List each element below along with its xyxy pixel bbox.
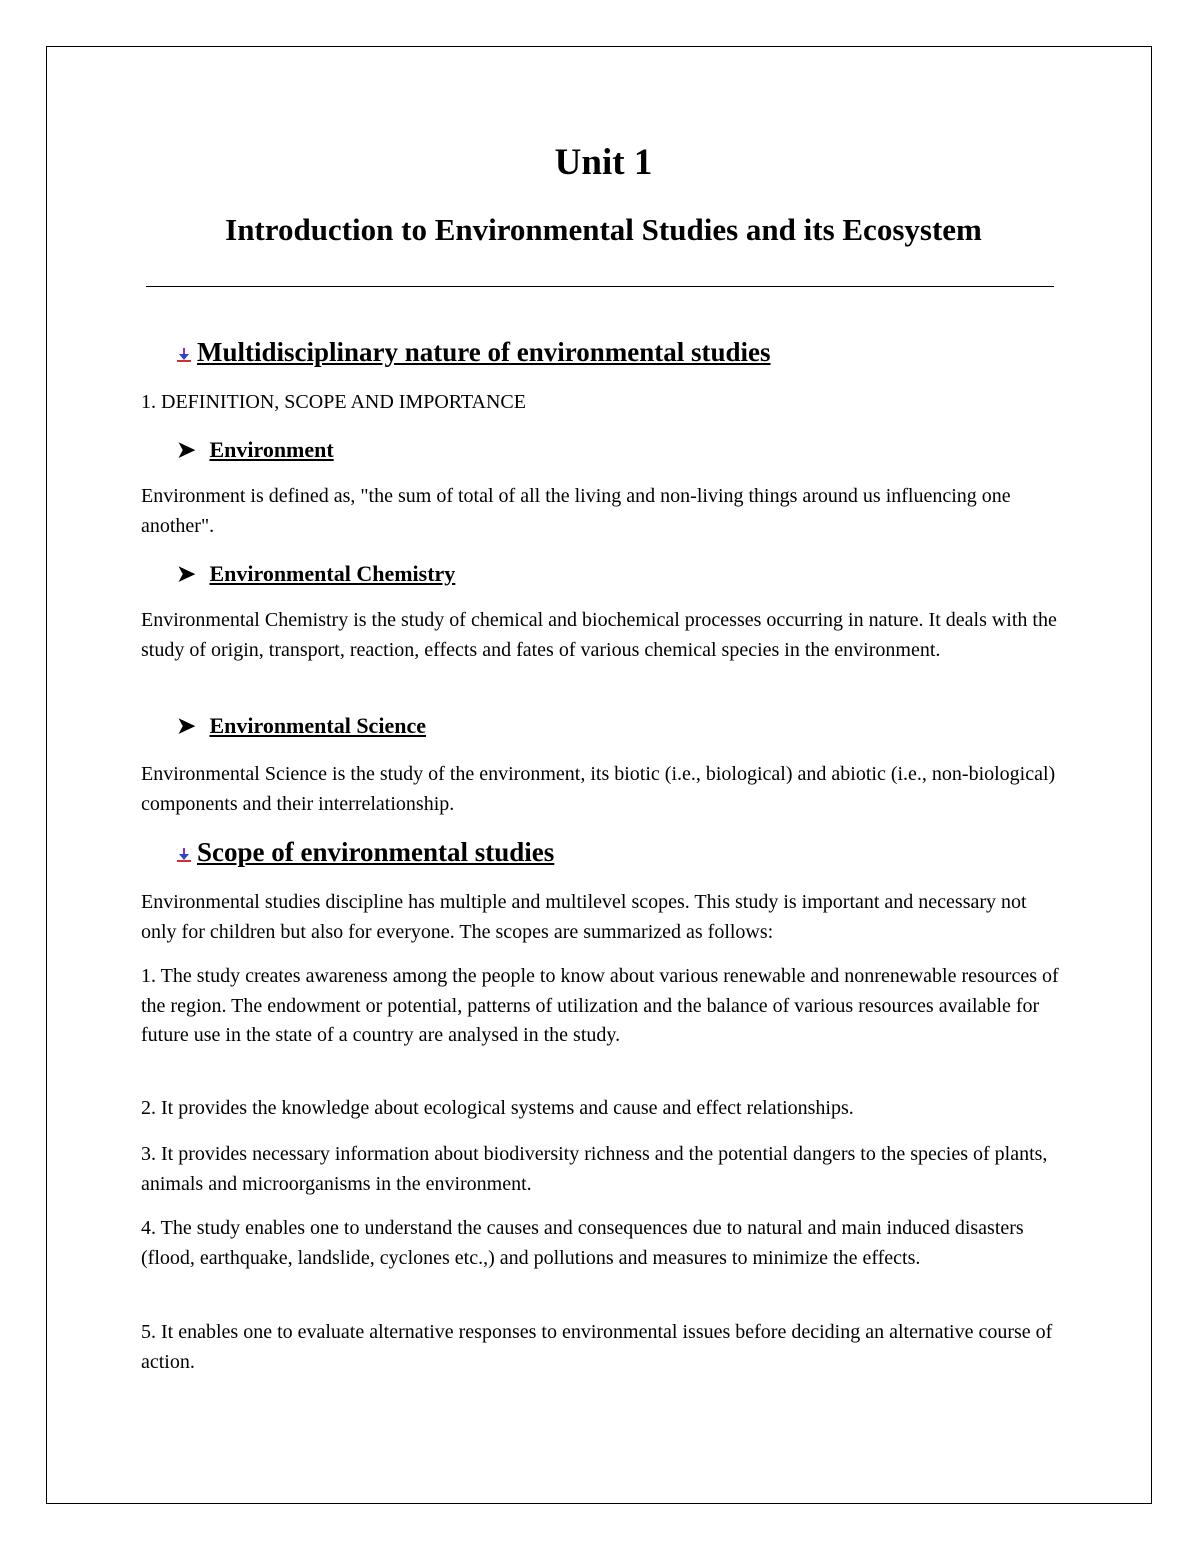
chevron-right-icon: ➤ bbox=[177, 713, 196, 738]
subheading-label: Environmental Science bbox=[209, 713, 426, 738]
chevron-right-icon: ➤ bbox=[177, 561, 196, 586]
subheading-environmental-chemistry bbox=[177, 560, 455, 588]
subheading-environment bbox=[177, 436, 334, 464]
environmental-science-definition: Environmental Science is the study of the environment, its biotic (i.e., biological) and abiotic (i.e., non-biological) components and their interrelationship. bbox=[141, 763, 1056, 815]
scope-point-5: 5. It enables one to evaluate alternative responses to environmental issues before deciding an alternative course of action. bbox=[141, 1321, 1053, 1373]
scope-point-4: 4. The study enables one to understand the causes and consequences due to natural and main induced disasters (flood, earthquake, landslide, cyclones etc.,) and pollutions and measures to minimize the effects. bbox=[141, 1217, 1024, 1269]
environmental-chemistry-definition: Environmental Chemistry is the study of chemical and biochemical processes occurring in nature. It deals with the study of origin, transport, reaction, effects and fates of various chemical species in the environment. bbox=[141, 609, 1057, 661]
document-content bbox=[141, 140, 1066, 1373]
section-heading-multidisciplinary bbox=[177, 336, 771, 368]
definition-subtitle: 1. DEFINITION, SCOPE AND IMPORTANCE bbox=[141, 391, 526, 413]
section-heading-label: Scope of environmental studies bbox=[197, 837, 555, 867]
title-divider bbox=[146, 286, 1054, 287]
unit-title: Unit 1 bbox=[554, 142, 653, 183]
environment-definition: Environment is defined as, "the sum of total of all the living and non-living things around us influencing one another". bbox=[141, 485, 1011, 537]
subheading-environmental-science bbox=[177, 712, 426, 740]
scope-point-3: 3. It provides necessary information about biodiversity richness and the potential dangers to the species of plants, animals and microorganisms in the environment. bbox=[141, 1143, 1048, 1195]
scope-point-1: 1. The study creates awareness among the people to know about various renewable and nonrenewable resources of the region. The endowment or potential, patterns of utilization and the balance of various resources available for future use in the state of a country are analysed in the study. bbox=[141, 965, 1059, 1046]
down-arrow-icon bbox=[177, 348, 191, 362]
chevron-right-icon: ➤ bbox=[177, 437, 196, 462]
subheading-label: Environment bbox=[209, 437, 334, 462]
document-title: Introduction to Environmental Studies and its Ecosystem bbox=[225, 212, 982, 247]
section-heading-scope bbox=[177, 836, 554, 868]
subheading-label: Environmental Chemistry bbox=[209, 561, 456, 586]
scope-intro: Environmental studies discipline has multiple and multilevel scopes. This study is important and necessary not only for children but also for everyone. The scopes are summarized as follows: bbox=[141, 891, 1027, 943]
down-arrow-icon bbox=[177, 848, 191, 862]
scope-point-2: 2. It provides the knowledge about ecological systems and cause and effect relationships. bbox=[141, 1097, 854, 1119]
section-heading-label: Multidisciplinary nature of environmental studies bbox=[197, 337, 771, 367]
